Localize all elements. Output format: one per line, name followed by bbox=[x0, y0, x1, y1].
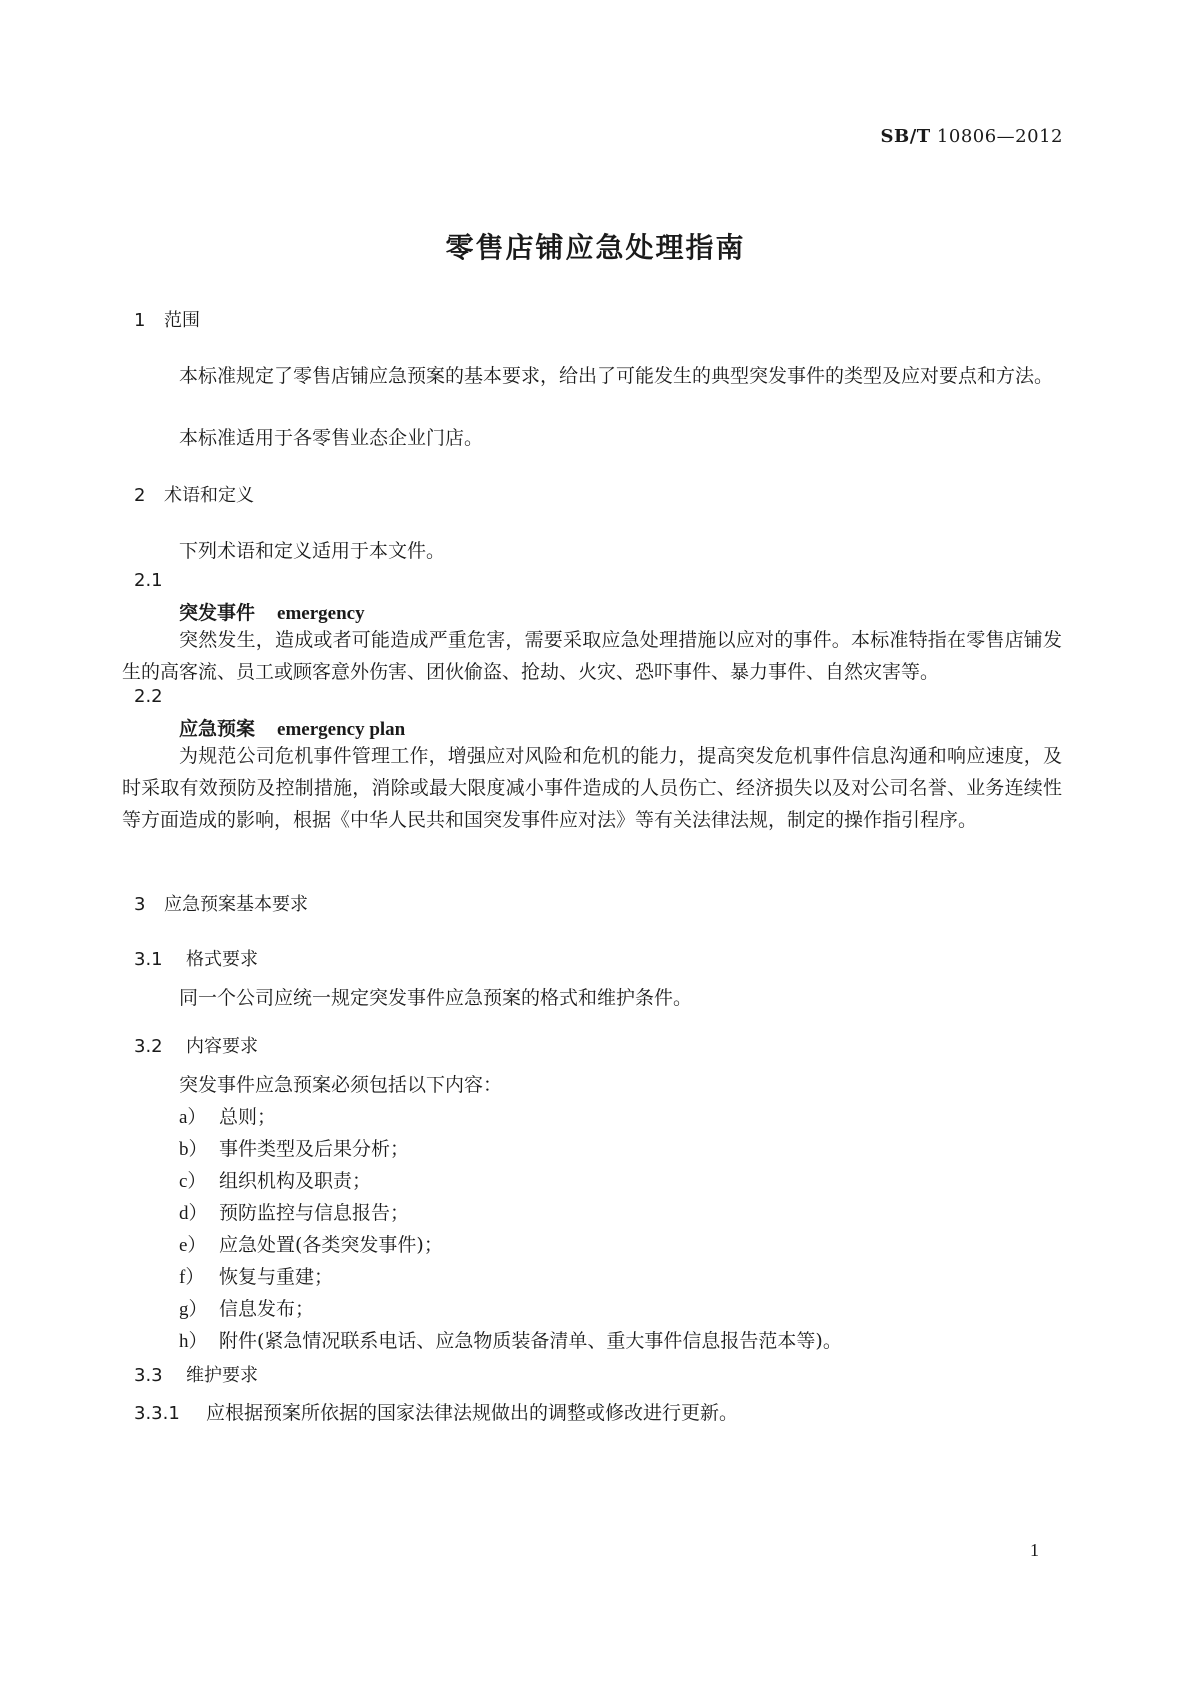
term-en: emergency bbox=[277, 603, 365, 624]
section-title: 术语和定义 bbox=[164, 485, 254, 506]
format-requirement-text: 同一个公司应统一规定突发事件应急预案的格式和维护条件。 bbox=[179, 987, 693, 1009]
clause-text: 应根据预案所依据的国家法律法规做出的调整或修改进行更新。 bbox=[206, 1402, 739, 1424]
list-item-text: 应急处置(各类突发事件)； bbox=[219, 1234, 443, 1256]
term-number: 2.2 bbox=[134, 686, 163, 707]
list-marker: b） bbox=[179, 1139, 208, 1160]
list-marker: h） bbox=[179, 1331, 208, 1352]
clause-3-3-1 bbox=[134, 1398, 738, 1425]
list-item bbox=[179, 1293, 842, 1325]
subsection-3-2-heading bbox=[134, 1032, 258, 1058]
section-3-heading bbox=[134, 890, 308, 916]
term-name bbox=[179, 714, 405, 741]
list-item-text: 信息发布； bbox=[219, 1298, 315, 1320]
subsection-number: 3.2 bbox=[134, 1036, 163, 1057]
content-requirement-list bbox=[179, 1101, 842, 1357]
list-item-text: 预防监控与信息报告； bbox=[219, 1202, 410, 1224]
term-zh: 应急预案 bbox=[179, 718, 256, 740]
list-marker: d） bbox=[179, 1203, 208, 1224]
list-marker: a） bbox=[179, 1107, 207, 1128]
scope-paragraph-1: 本标准规定了零售店铺应急预案的基本要求，给出了可能发生的典型突发事件的类型及应对要点和方法。 bbox=[179, 365, 1054, 387]
subsection-3-3-heading bbox=[134, 1361, 258, 1387]
content-requirement-intro: 突发事件应急预案必须包括以下内容： bbox=[179, 1074, 503, 1096]
standard-number: 10806—2012 bbox=[936, 126, 1063, 147]
list-item bbox=[179, 1261, 842, 1293]
list-item bbox=[179, 1325, 842, 1357]
list-item bbox=[179, 1197, 842, 1229]
list-item bbox=[179, 1229, 842, 1261]
page-number: 1 bbox=[1030, 1540, 1039, 1560]
list-item-text: 附件(紧急情况联系电话、应急物质装备清单、重大事件信息报告范本等)。 bbox=[219, 1330, 842, 1352]
term-zh: 突发事件 bbox=[179, 602, 256, 624]
clause-number: 3.3.1 bbox=[134, 1403, 180, 1424]
section-number: 1 bbox=[134, 310, 146, 331]
document-title: 零售店铺应急处理指南 bbox=[445, 231, 746, 264]
list-marker: f） bbox=[179, 1267, 205, 1288]
term-name bbox=[179, 598, 365, 625]
list-marker: c） bbox=[179, 1171, 207, 1192]
list-item-text: 总则； bbox=[219, 1106, 277, 1128]
subsection-number: 3.1 bbox=[134, 949, 163, 970]
section-1-heading bbox=[134, 306, 200, 332]
term-definition: 突然发生，造成或者可能造成严重危害，需要采取应急处理措施以应对的事件。本标准特指在零售店铺发生的高客流、员工或顾客意外伤害、团伙偷盗、抢劫、火灾、恐吓事件、暴力事件、自然灾害等。 bbox=[122, 629, 1062, 683]
list-item bbox=[179, 1101, 842, 1133]
list-item-text: 恢复与重建； bbox=[219, 1266, 334, 1288]
list-item-text: 组织机构及职责； bbox=[219, 1170, 372, 1192]
subsection-number: 3.3 bbox=[134, 1365, 163, 1386]
subsection-title: 格式要求 bbox=[186, 949, 258, 970]
standard-prefix: SB/T bbox=[880, 126, 931, 147]
term-definition: 为规范公司危机事件管理工作，增强应对风险和危机的能力，提高突发危机事件信息沟通和响应速度，及时采取有效预防及控制措施，消除或最大限度减小事件造成的人员伤亡、经济损失以及对公司名誉、业务连续性等方面造成的影响，根据《中华人民共和国突发事件应对法》等有关法律法规，制定的操作指引程序。 bbox=[122, 745, 1062, 831]
section-number: 3 bbox=[134, 894, 146, 915]
list-item-text: 事件类型及后果分析； bbox=[219, 1138, 410, 1160]
section-title: 范围 bbox=[164, 310, 200, 331]
list-marker: g） bbox=[179, 1299, 208, 1320]
subsection-3-1-heading bbox=[134, 945, 258, 971]
terms-intro: 下列术语和定义适用于本文件。 bbox=[179, 540, 446, 562]
section-title: 应急预案基本要求 bbox=[164, 894, 308, 915]
list-item bbox=[179, 1165, 842, 1197]
section-number: 2 bbox=[134, 485, 146, 506]
list-marker: e） bbox=[179, 1235, 207, 1256]
subsection-title: 维护要求 bbox=[186, 1365, 258, 1386]
term-en: emergency plan bbox=[277, 719, 406, 740]
standard-code bbox=[881, 126, 1064, 147]
scope-paragraph-2: 本标准适用于各零售业态企业门店。 bbox=[179, 427, 484, 449]
section-2-heading bbox=[134, 481, 254, 507]
subsection-title: 内容要求 bbox=[186, 1036, 258, 1057]
list-item bbox=[179, 1133, 842, 1165]
term-number: 2.1 bbox=[134, 570, 163, 591]
